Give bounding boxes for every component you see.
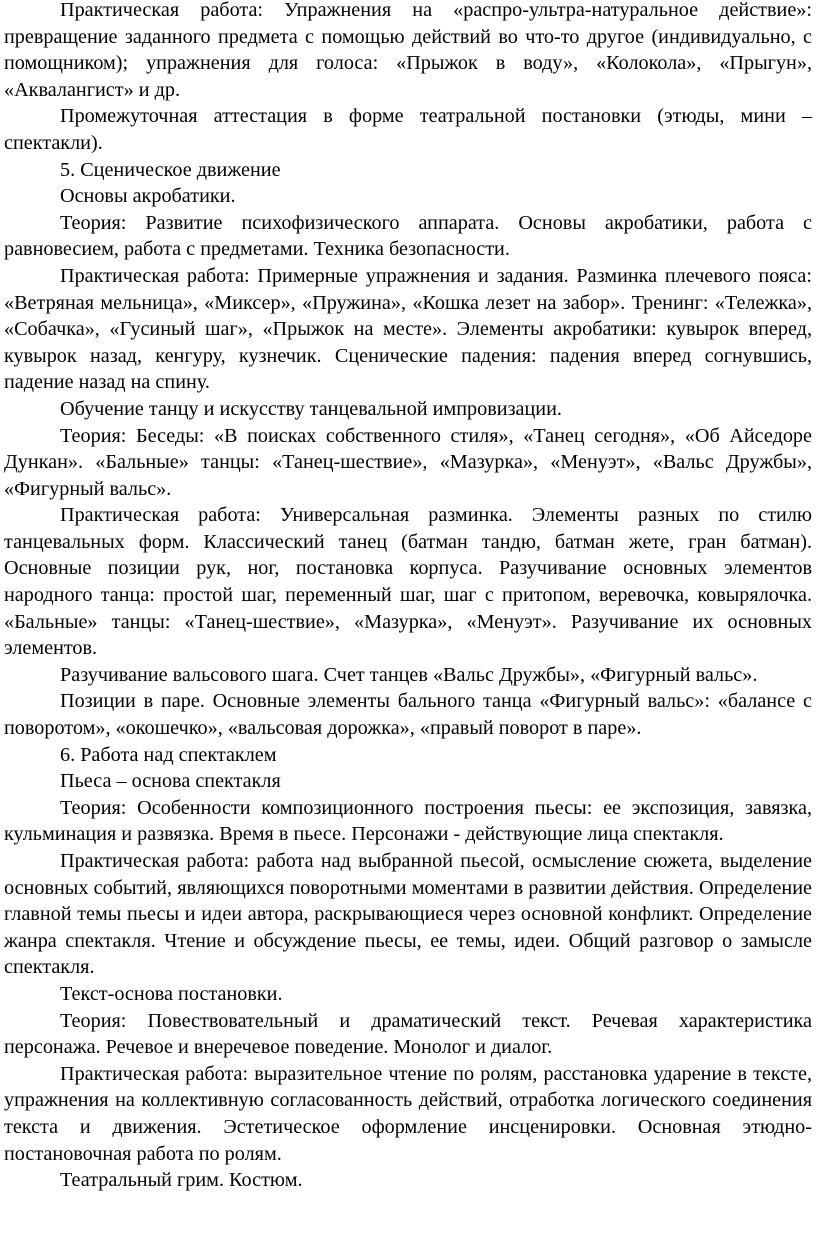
subheading-makeup-costume: Театральный грим. Костюм. (60, 1169, 303, 1192)
paragraph-text-theory: Теория: Повествовательный и драматический текст. Речевая характеристика персонажа. Речевое и внеречевое поведение. Монолог и диалог. (4, 1009, 812, 1059)
paragraph-waltz-step: Разучивание вальсового шага. Счет танцев «Вальс Дружбы», «Фигурный вальс». (60, 663, 758, 686)
subheading-dance-training: Обучение танцу и искусству танцевальной импровизации. (60, 397, 562, 420)
paragraph-text-practice: Практическая работа: выразительное чтение по ролям, расстановка ударение в тексте, упражнения на коллективную согласованность действий, отработка логического соединения текста и движения. Эстетическое оформление инсценировки. Основная этюдно-постановочная работа по ролям. (4, 1062, 812, 1165)
paragraph-play-practice: Практическая работа: работа над выбранной пьесой, осмысление сюжета, выделение основных событий, являющихся поворотными моментами в развитии действия. Определение главной темы пьесы и идеи автора, раскрывающиеся через основной конфликт. Определение жанра спектакля. Чтение и обсуждение пьесы, ее темы, идеи. Общий разговор о замысле спектакля. (4, 850, 812, 979)
section-heading-performance-work: 6. Работа над спектаклем (60, 743, 277, 766)
paragraph-practice-exercises: Практическая работа: Упражнения на «распро-ультра-натуральное действие»: превращение заданного предмета с помощью действий во что-то другое (индивидуально, с помощником); упражнения для голоса: «Прыжок в воду», «Колокола», «Прыгун», «Аквалангист» и др. (4, 0, 812, 101)
paragraph-play-theory: Теория: Особенности композиционного построения пьесы: ее экспозиция, завязка, кульминация и развязка. Время в пьесе. Персонажи - действующие лица спектакля. (4, 796, 812, 846)
paragraph-intermediate-attestation: Промежуточная аттестация в форме театральной постановки (этюды, мини – спектакли). (4, 105, 812, 154)
paragraph-pair-positions: Позиции в паре. Основные элементы бального танца «Фигурный вальс»: «балансе с поворотом», «окошечко», «вальсовая дорожка», «правый поворот в паре». (4, 690, 812, 740)
subheading-acrobatics: Основы акробатики. (60, 185, 236, 208)
subheading-play-basis: Пьеса – основа спектакля (60, 770, 281, 793)
subheading-text-basis: Текст-основа постановки. (60, 982, 283, 1005)
section-heading-stage-movement: 5. Сценическое движение (60, 158, 281, 181)
paragraph-dance-theory: Теория: Беседы: «В поисках собственного стиля», «Танец сегодня», «Об Айседоре Дункан». «Бальные» танцы: «Танец-шествие», «Мазурка», «Менуэт», «Вальс Дружбы», «Фигурный вальс». (4, 424, 812, 500)
paragraph-acrobatics-practice: Практическая работа: Примерные упражнения и задания. Разминка плечевого пояса: «Ветряная мельница», «Миксер», «Пружина», «Кошка лезет на забор». Тренинг: «Тележка», «Собачка», «Гусиный шаг», «Прыжок на месте». Элементы акробатики: кувырок вперед, кувырок назад, кенгуру, кузнечик. Сценические падения: падения вперед согнувшись, падение назад на спину. (4, 264, 812, 394)
paragraph-dance-practice: Практическая работа: Универсальная разминка. Элементы разных по стилю танцевальных форм. Классический танец (батман тандю, батман жете, гран батман). Основные позиции рук, ног, постановка корпуса. Разучивание основных элементов народного танца: простой шаг, переменный шаг, шаг с притопом, веревочка, ковырялочка. «Бальные» танцы: «Танец-шествие», «Мазурка», «Менуэт». Разучивание их основных элементов. (4, 504, 812, 660)
paragraph-acrobatics-theory: Теория: Развитие психофизического аппарата. Основы акробатики, работа с равновесием, работа с предметами. Техника безопасности. (4, 211, 812, 261)
